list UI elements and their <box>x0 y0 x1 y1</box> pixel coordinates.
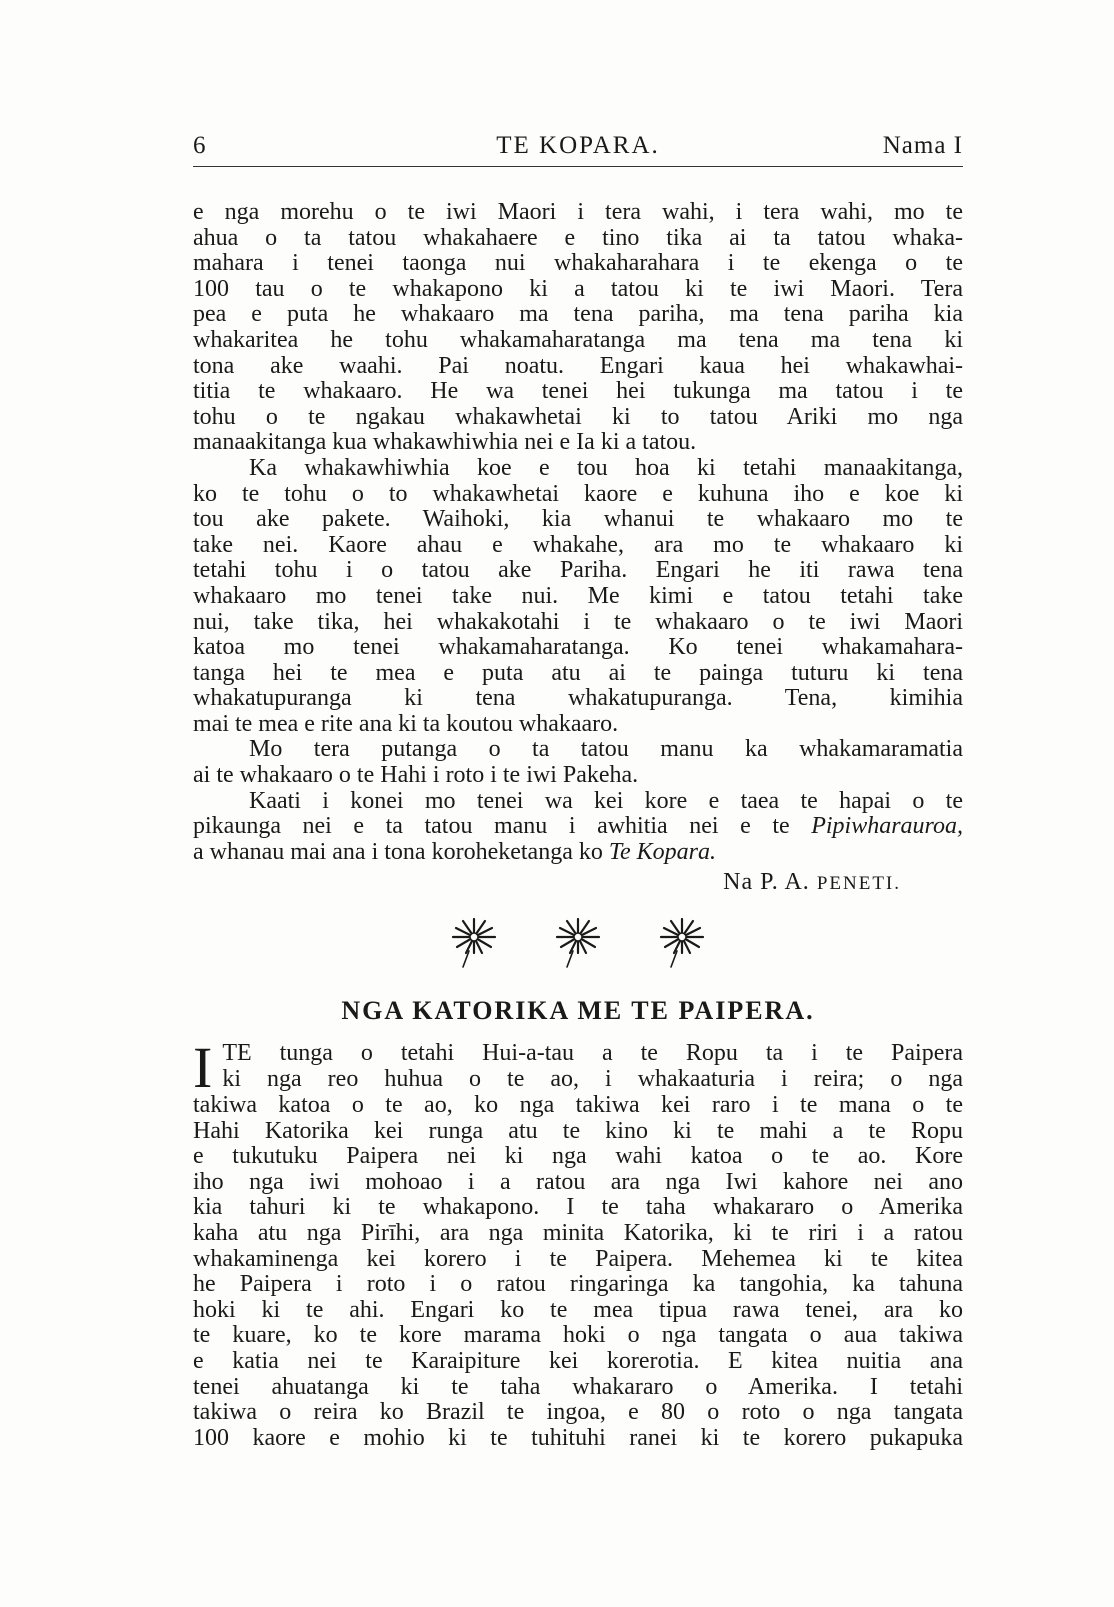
text-line: Kaati i konei mo tenei wa kei kore e taea te hapai o te <box>249 787 963 814</box>
text-line: take nei. Kaore ahau e whakahe, ara mo te whakaaro ki <box>193 531 963 558</box>
text-line: tona ake waahi. Pai noatu. Engari kaua hei whakawhai- <box>193 352 963 379</box>
article-paragraphs <box>193 200 963 789</box>
article-heading: NGA KATORIKA ME TE PAIPERA. <box>341 996 815 1025</box>
text-line: pea e puta he whakaaro ma tena pariha, ma tena pariha kia <box>193 301 963 328</box>
text-line: tohu o te ngakau whakawhetai ki to tatou Ariki mo nga <box>193 403 963 430</box>
text-line: Mo tera putanga o ta tatou manu ka whakamaramatia <box>249 736 963 763</box>
italic-title: Pipiwharauroa, <box>811 813 963 840</box>
text-line: manaakitanga kua whakawhiwhia nei e Ia ki a tatou. <box>193 429 697 456</box>
text-line: mai te mea e rite ana ki ta koutou whakaaro. <box>193 710 619 737</box>
drop-cap: I <box>193 1035 213 1100</box>
text-line: TE tunga o tetahi Hui-a-tau a te Ropu ta i te Paipera <box>222 1040 963 1066</box>
journal-title: TE KOPARA. <box>496 132 660 159</box>
text-line: takiwa katoa o te ao, ko nga takiwa kei raro i te mana o te <box>193 1092 963 1118</box>
text-line: tenei ahuatanga ki te taha whakararo o Amerika. I tetahi <box>193 1373 963 1400</box>
text-line: e nga morehu o te iwi Maori i tera wahi, i tera wahi, mo te <box>193 199 963 225</box>
text-line: nui, take tika, hei whakakotahi i te whakaaro o te iwi Maori <box>193 608 963 635</box>
text-line: titia te whakaaro. He wa tenei hei tukunga ma tatou i te <box>193 378 963 405</box>
flower-ornament-icon <box>451 915 497 969</box>
text-line: tanga hei te mea e puta atu ai te painga tuturu ki tena <box>193 659 963 686</box>
text-line: whakaminenga kei korero i te Paipera. Mehemea ki te kitea <box>193 1245 963 1272</box>
issue-number: Nama I <box>882 132 963 159</box>
text-line: e tukutuku Paipera nei ki nga wahi katoa o te ao. Kore <box>193 1143 963 1170</box>
text-line: a whanau mai ana i tona koroheketanga ko Te Kopara. <box>193 838 716 865</box>
text-line: 100 tau o te whakapono ki a tatou ki te iwi Maori. Tera <box>193 275 963 302</box>
flower-ornament-icon <box>659 915 705 969</box>
text-line: Hahi Katorika kei runga atu te kino ki te mahi a te Ropu <box>193 1117 963 1144</box>
text-line: kia tahuri ki te whakapono. I te taha whakararo o Amerika <box>193 1194 963 1221</box>
flower-ornament-icon <box>555 915 601 969</box>
article-body <box>193 1035 963 1451</box>
text-line: ai te whakaaro o te Hahi i roto i te iwi Pakeha. <box>193 762 639 789</box>
text-line: ahua o ta tatou whakahaere e tino tika ai ta tatou whaka- <box>193 224 963 251</box>
text-line: pikaunga nei e ta tatou manu i awhitia nei e te Pipiwharauroa, <box>193 813 963 840</box>
text-line: hoki ki te ahi. Engari ko te mea tipua rawa tenei, ara ko <box>193 1296 963 1323</box>
text-line: te kuare, ko te kore marama hoki o nga tangata o aua takiwa <box>193 1322 963 1349</box>
signature: Na P. A. PENETI. <box>723 869 901 896</box>
text-line: whakaritea he tohu whakamaharatanga ma tena ma tena ki <box>193 326 963 353</box>
text-line: 100 kaore e mohio ki te tuhituhi ranei ki te korero pukapuka <box>193 1424 963 1451</box>
text-line: whakaaro mo tenei take nui. Me kimi e tatou tetahi take <box>193 582 963 609</box>
italic-title: Te Kopara. <box>608 838 716 865</box>
text-line: whakatupuranga ki tena whakatupuranga. Tena, kimihia <box>193 685 963 712</box>
text-line: takiwa o reira ko Brazil te ingoa, e 80 o roto o nga tangata <box>193 1399 963 1426</box>
final-paragraph <box>193 789 963 866</box>
section-divider <box>193 915 963 985</box>
text-line: he Paipera i roto i o ratou ringaringa ka tangohia, ka tahuna <box>193 1271 963 1298</box>
text-line: iho nga iwi mohoao i a ratou ara nga Iwi kahore nei ano <box>193 1168 963 1195</box>
text-line: mahara i tenei taonga nui whakaharahara i te ekenga o te <box>193 250 963 277</box>
text-line: katoa mo tenei whakamaharatanga. Ko tenei whakamahara- <box>193 634 963 661</box>
text-line: kaha atu nga Pirīhi, ara nga minita Katorika, ki te riri i a ratou <box>193 1219 963 1246</box>
text-line: ko te tohu o to whakawhetai kaore e kuhuna iho e koe ki <box>193 480 963 507</box>
text-line: e katia nei te Karaipiture kei korerotia. E kitea nuitia ana <box>193 1347 963 1374</box>
text-line: ki nga reo huhua o te ao, i whakaaturia i reira; o nga <box>222 1065 963 1092</box>
article-continuation <box>193 200 963 903</box>
text-line: tetahi tohu i o tatou ake Pariha. Engari he iti rawa tena <box>193 557 963 584</box>
page-number: 6 <box>193 132 207 159</box>
text-line: tou ake pakete. Waihoki, kia whanui te whakaaro mo te <box>193 506 963 533</box>
text-line: Ka whakawhiwhia koe e tou hoa ki tetahi manaakitanga, <box>249 454 963 481</box>
article-lines <box>193 1093 963 1451</box>
running-header <box>193 132 963 167</box>
